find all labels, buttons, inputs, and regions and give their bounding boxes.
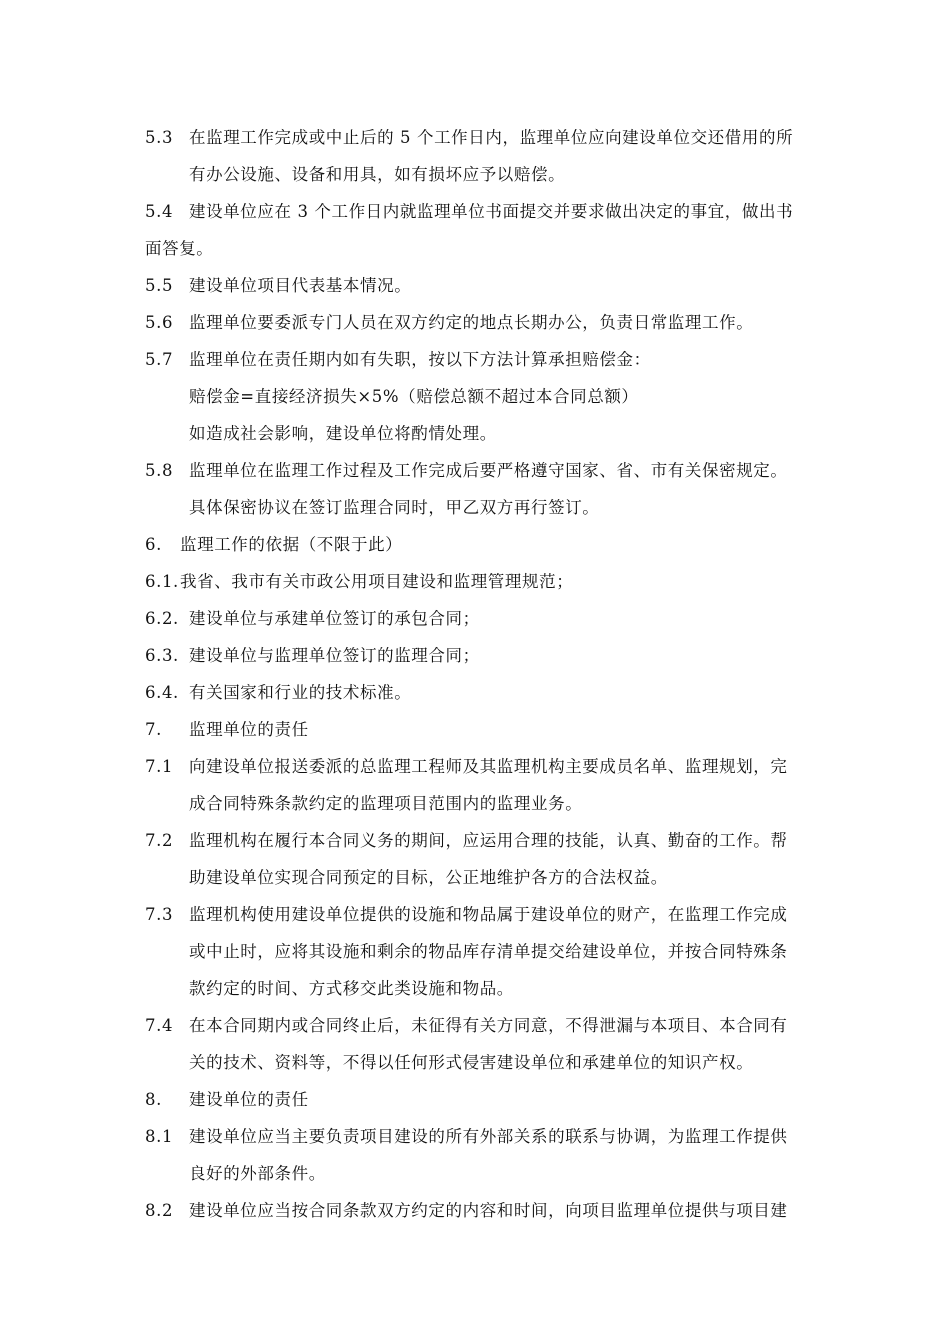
clause-text: 助建设单位实现合同预定的目标，公正地维护各方的合法权益。 bbox=[189, 868, 668, 887]
clause-number: 7.4 bbox=[145, 1016, 174, 1035]
section-number: 7. bbox=[145, 720, 162, 739]
paragraph-line bbox=[145, 1126, 788, 1148]
clause-number: 5.5 bbox=[145, 276, 174, 295]
clause-number: 6.2. bbox=[145, 609, 179, 628]
clause-number: 5.8 bbox=[145, 461, 174, 480]
clause-text: 在本合同期内或合同终止后，未征得有关方同意，不得泄漏与本项目、本合同有 bbox=[189, 1016, 788, 1035]
paragraph-line bbox=[145, 1200, 788, 1222]
paragraph-line bbox=[145, 349, 651, 371]
paragraph-line bbox=[189, 423, 497, 445]
section-heading bbox=[145, 534, 402, 556]
clause-text: 监理单位要委派专门人员在双方约定的地点长期办公，负责日常监理工作。 bbox=[189, 313, 754, 332]
clause-number: 5.4 bbox=[145, 202, 174, 221]
clause-number: 8.2 bbox=[145, 1201, 174, 1220]
clause-number: 5.3 bbox=[145, 128, 174, 147]
clause-text: 如造成社会影响，建设单位将酌情处理。 bbox=[189, 424, 497, 443]
clause-text: 建设单位应在 3 个工作日内就监理单位书面提交并要求做出决定的事宜，做出书 bbox=[189, 202, 794, 221]
clause-text: 有办公设施、设备和用具，如有损坏应予以赔偿。 bbox=[189, 165, 566, 184]
paragraph-line bbox=[189, 978, 514, 1000]
clause-text: 建设单位与承建单位签订的承包合同； bbox=[189, 609, 480, 628]
paragraph-line bbox=[145, 904, 788, 926]
clause-number: 7.1 bbox=[145, 757, 174, 776]
paragraph-line bbox=[189, 793, 582, 815]
clause-text: 或中止时，应将其设施和剩余的物品库存清单提交给建设单位，并按合同特殊条 bbox=[189, 942, 788, 961]
paragraph-line bbox=[145, 127, 793, 149]
clause-text: 良好的外部条件。 bbox=[189, 1164, 326, 1183]
paragraph-line bbox=[189, 1052, 753, 1074]
clause-text: 面答复。 bbox=[145, 239, 214, 258]
clause-number: 7.2 bbox=[145, 831, 174, 850]
clause-text: 关的技术、资料等，不得以任何形式侵害建设单位和承建单位的知识产权。 bbox=[189, 1053, 754, 1072]
paragraph-line bbox=[189, 497, 599, 519]
section-title: 监理工作的依据（不限于此） bbox=[180, 535, 403, 554]
clause-text: 我省、我市有关市政公用项目建设和监理管理规范； bbox=[180, 572, 574, 591]
clause-text: 建设单位与监理单位签订的监理合同； bbox=[189, 646, 480, 665]
clause-number: 8.1 bbox=[145, 1127, 174, 1146]
clause-number: 5.7 bbox=[145, 350, 174, 369]
paragraph-line bbox=[189, 386, 639, 408]
clause-number: 6.3. bbox=[145, 646, 179, 665]
clause-text: 监理单位在监理工作过程及工作完成后要严格遵守国家、省、市有关保密规定。 bbox=[189, 461, 788, 480]
paragraph-line bbox=[145, 682, 411, 704]
clause-number: 6.1. bbox=[145, 572, 179, 591]
paragraph-line bbox=[189, 164, 565, 186]
section-title: 建设单位的责任 bbox=[189, 1090, 309, 1109]
paragraph-line bbox=[189, 867, 668, 889]
clause-number: 7.3 bbox=[145, 905, 174, 924]
paragraph-line bbox=[145, 571, 573, 593]
paragraph-line bbox=[145, 460, 788, 482]
paragraph-line bbox=[145, 201, 793, 223]
clause-text: 监理机构使用建设单位提供的设施和物品属于建设单位的财产，在监理工作完成 bbox=[189, 905, 788, 924]
paragraph-line bbox=[145, 312, 753, 334]
section-heading bbox=[145, 1089, 309, 1111]
clause-text: 建设单位项目代表基本情况。 bbox=[189, 276, 412, 295]
section-number: 8. bbox=[145, 1090, 162, 1109]
clause-text: 监理单位在责任期内如有失职，按以下方法计算承担赔偿金： bbox=[189, 350, 651, 369]
section-title: 监理单位的责任 bbox=[189, 720, 309, 739]
paragraph-line bbox=[145, 238, 213, 260]
clause-text: 款约定的时间、方式移交此类设施和物品。 bbox=[189, 979, 514, 998]
paragraph-line bbox=[145, 1015, 788, 1037]
clause-text: 监理机构在履行本合同义务的期间，应运用合理的技能，认真、勤奋的工作。帮 bbox=[189, 831, 788, 850]
paragraph-line bbox=[145, 645, 480, 667]
paragraph-line bbox=[145, 756, 788, 778]
clause-text: 向建设单位报送委派的总监理工程师及其监理机构主要成员名单、监理规划，完 bbox=[189, 757, 788, 776]
paragraph-line bbox=[189, 941, 788, 963]
formula-text: 赔偿金=直接经济损失×5%（赔偿总额不超过本合同总额） bbox=[189, 387, 639, 406]
section-number: 6. bbox=[145, 535, 162, 554]
clause-number: 5.6 bbox=[145, 313, 174, 332]
paragraph-line bbox=[145, 830, 788, 852]
clause-text: 具体保密协议在签订监理合同时，甲乙双方再行签订。 bbox=[189, 498, 600, 517]
clause-number: 6.4. bbox=[145, 683, 179, 702]
clause-text: 成合同特殊条款约定的监理项目范围内的监理业务。 bbox=[189, 794, 583, 813]
paragraph-line bbox=[145, 275, 411, 297]
paragraph-line bbox=[145, 608, 480, 630]
section-heading bbox=[145, 719, 309, 741]
clause-text: 有关国家和行业的技术标准。 bbox=[189, 683, 412, 702]
clause-text: 建设单位应当主要负责项目建设的所有外部关系的联系与协调，为监理工作提供 bbox=[189, 1127, 788, 1146]
clause-text: 建设单位应当按合同条款双方约定的内容和时间，向项目监理单位提供与项目建 bbox=[189, 1201, 788, 1220]
paragraph-line bbox=[189, 1163, 326, 1185]
clause-text: 在监理工作完成或中止后的 5 个工作日内，监理单位应向建设单位交还借用的所 bbox=[189, 128, 794, 147]
